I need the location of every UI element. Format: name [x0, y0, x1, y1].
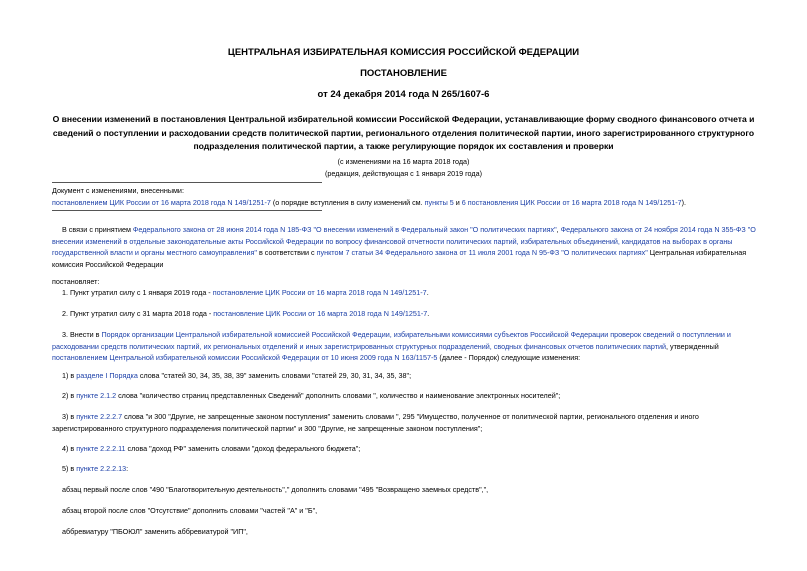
law-185-link[interactable]: Федерального закона от 28 июня 2014 года N 185-ФЗ "О внесении изменений в Федеральный закон "О политических партиях" — [132, 225, 557, 234]
document-title: О внесении изменений в постановления Центральной избирательной комиссии Российской Федерации, устанавливающие форму сводного финансового отчета и сведений о поступлении и расходовании средств политической партии, регионального отделения политической партии, иного зарегистрированного структурного подразделения политической партии, а также регулирующие порядок их составления и проверки — [52, 114, 755, 151]
point-2-link[interactable]: постановление ЦИК России от 16 марта 2018 года N 149/1251-7 — [213, 309, 428, 318]
decree-word: постановляет: — [52, 277, 100, 286]
paragraph-a2: абзац второй после слов "Отсутствие" дополнить словами "частей "А" и "Б", — [62, 506, 318, 515]
subpoint-5: 5) в пункте 2.2.2.13: — [62, 464, 129, 473]
amend-link-point6[interactable]: 6 постановления ЦИК России от 16 марта 2018 года N 149/1251-7 — [461, 197, 682, 207]
section-1-link[interactable]: разделе I Порядка — [76, 371, 138, 380]
doc-type-heading: ПОСТАНОВЛЕНИЕ — [360, 68, 447, 79]
subpoint-2: 2) в пункте 2.1.2 слова "количество страниц представленных Сведений" дополнить словами ", количество и наименование электронных носителей"; — [62, 391, 561, 400]
subpoint-3: 3) в пункте 2.2.2.7 слова "и 300 "Другие, не запрещенные законом поступления" заменить словами ", 295 "Имущество, полученное от политической партии, регионального отделения и иного зарегистрированного структурного подразделения политической партии" и 300 "Другие, не запрещенные законом поступления"; — [52, 412, 699, 433]
law-95-link[interactable]: пунктом 7 статьи 34 Федерального закона от 11 июля 2001 года N 95-ФЗ "О политических партиях" — [316, 248, 648, 257]
doc-date-number: от 24 декабря 2014 года N 265/1607-6 — [317, 89, 490, 100]
subpoint-1: 1) в разделе I Порядка слова "статей 30, 34, 35, 38, 39" заменить словами "статей 29, 30, 31, 34, 35, 38"; — [62, 371, 412, 380]
point-2: 2. Пункт утратил силу с 31 марта 2018 года - постановление ЦИК России от 16 марта 2018 года N 149/1251-7. — [62, 309, 430, 318]
clause-2-2-2-13-link[interactable]: пункте 2.2.2.13 — [76, 464, 127, 473]
amendments-block — [52, 185, 770, 208]
law-355-link[interactable]: Федерального закона от 24 ноября 2014 года N 355-ФЗ "О внесении изменений в отдельные законодательные акты Российской Федерации по вопросу финансовой отчетности политических партий, избирательных объединений, кандидатов на выборах в органы государственной власти и органы местного самоуправления" — [52, 225, 756, 257]
point-1: 1. Пункт утратил силу с 1 января 2019 года - постановление ЦИК России от 16 марта 2018 года N 149/1251-7. — [62, 288, 429, 297]
procedure-link[interactable]: Порядок организации Центральной избирательной комиссией Российской Федерации, избирательными комиссиями субъектов Российской Федерации проверок сведений о поступлении и расходовании средств политических партий, их региональных отделений и иных зарегистрированных структурных подразделений, сводных финансовых отчетов политических партий — [52, 330, 731, 351]
edition-note: (редакция, действующая с 1 января 2019 года) — [325, 169, 482, 178]
subpoint-4: 4) в пункте 2.2.2.11 слова "доход РФ" заменить словами "доход федерального бюджета"; — [62, 444, 361, 453]
amendments-line: постановлением ЦИК России от 16 марта 2018 года N 149/1251-7 (о порядке вступления в силу изменений см. пункты 5 и 6 постановления ЦИК России от 16 марта 2018 года N 149/1251-7). — [52, 197, 687, 207]
clause-2-2-2-7-link[interactable]: пункте 2.2.2.7 — [76, 412, 123, 421]
clause-2-2-2-11-link[interactable]: пункте 2.2.2.11 — [76, 444, 126, 453]
amend-link-point5[interactable]: пункты 5 — [424, 197, 454, 207]
amendments-intro: Документ с изменениями, внесенными: — [52, 186, 184, 195]
divider-bottom — [52, 210, 322, 211]
point-1-link[interactable]: постановление ЦИК России от 16 марта 2018 года N 149/1251-7 — [212, 288, 427, 297]
paragraph-a3: аббревиатуру "ПБОЮЛ" заменить аббревиатурой "ИП", — [62, 527, 248, 536]
clause-2-1-2-link[interactable]: пункте 2.1.2 — [76, 391, 117, 400]
amend-link-decree[interactable]: постановлением ЦИК России от 16 марта 2018 года N 149/1251-7 — [52, 197, 271, 207]
divider-top — [52, 182, 322, 183]
preamble-paragraph: В связи с принятием Федерального закона от 28 июня 2014 года N 185-ФЗ "О внесении изменений в Федеральный закон "О политических партиях", Федерального закона от 24 ноября 2014 года N 355-ФЗ "О внесении изменений в отдельные законодательные акты Российской Федерации по вопросу финансовой отчетности политических партий, избирательных объединений, кандидатов на выборах в органы государственной власти и органы местного самоуправления" в соответствии с пунктом 7 статьи 34 Федерального закона от 11 июля 2001 года N 95-ФЗ "О политических партиях" Центральная избирательная комиссия Российской Федерации — [52, 225, 756, 269]
decree-163-link[interactable]: постановлением Центральной избирательной комиссии Российской Федерации от 10 июня 2009 года N 163/1157-5 — [52, 353, 438, 362]
org-heading: ЦЕНТРАЛЬНАЯ ИЗБИРАТЕЛЬНАЯ КОМИССИЯ РОССИЙСКОЙ ФЕДЕРАЦИИ — [227, 47, 580, 58]
point-3: 3. Внести в Порядок организации Центральной избирательной комиссией Российской Федерации, избирательными комиссиями субъектов Российской Федерации проверок сведений о поступлении и расходовании средств политических партий, их региональных отделений и иных зарегистрированных структурных подразделений, сводных финансовых отчетов политических партий, утвержденный постановлением Центральной избирательной комиссии Российской Федерации от 10 июня 2009 года N 163/1157-5 (далее - Порядок) следующие изменения: — [52, 330, 731, 362]
changes-note: (с изменениями на 16 марта 2018 года) — [337, 157, 470, 166]
paragraph-a1: абзац первый после слов "490 "Благотворительную деятельность"," дополнить словами "495 "Возвращено заемных средств",", — [62, 485, 489, 494]
